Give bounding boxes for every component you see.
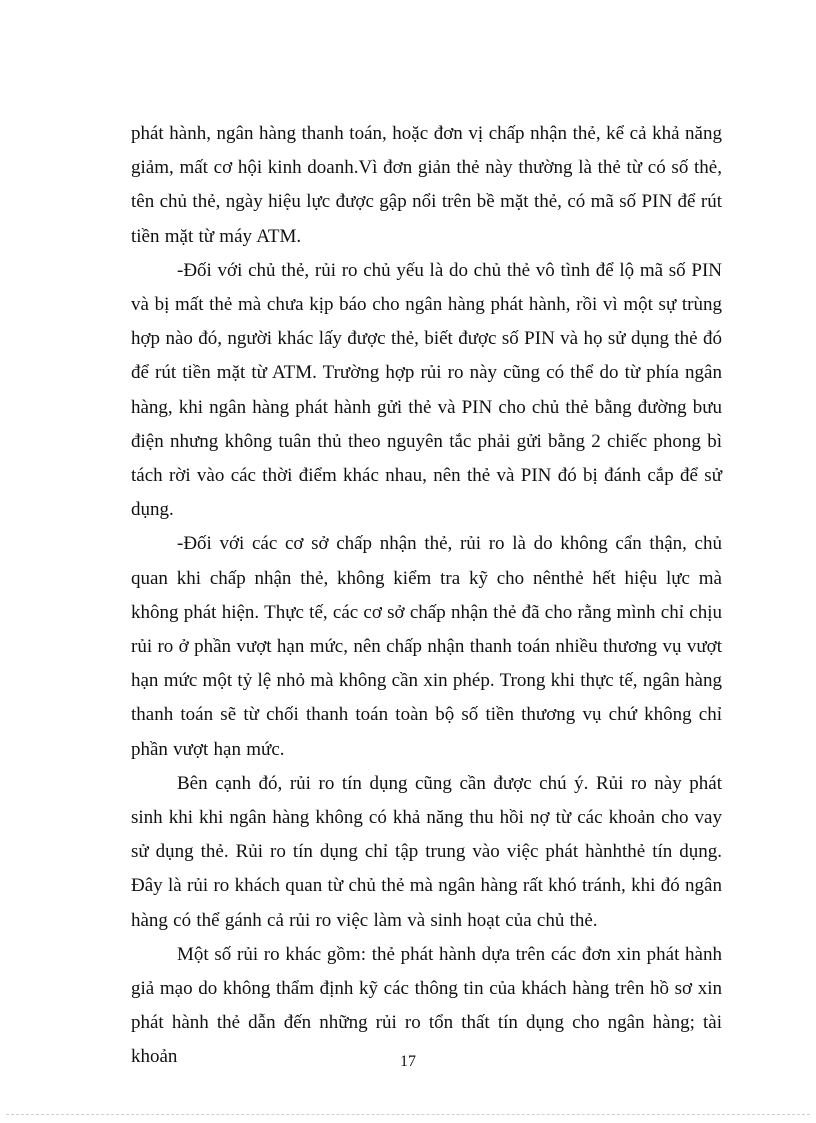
paragraph-credit-risk: Bên cạnh đó, rủi ro tín dụng cũng cần được chú ý. Rủi ro này phát sinh khi khi ngân hàng không có khả năng thu hồi nợ từ các khoản cho vay sử dụng thẻ. Rủi ro tín dụng chỉ tập trung vào việc phát hànhthẻ tín dụng. Đây là rủi ro khách quan từ chủ thẻ mà ngân hàng rất khó tránh, khi đó ngân hàng có thể gánh cả rủi ro việc làm và sinh hoạt của chủ thẻ. <box>131 772 722 931</box>
paragraph-other-risks: Một số rủi ro khác gồm: thẻ phát hành dựa trên các đơn xin phát hành giả mạo do không thẩm định kỹ các thông tin của khách hàng trên hồ sơ xin phát hành thẻ dẫn đến những rủi ro tổn thất tín dụng cho ngân hàng; tài khoản <box>131 943 722 1068</box>
paragraph-cardholder-risk: -Đối với chủ thẻ, rủi ro chủ yếu là do chủ thẻ vô tình để lộ mã số PIN và bị mất thẻ mà chưa kịp báo cho ngân hàng phát hành, rồi vì một sự trùng hợp nào đó, người khác lấy được thẻ, biết được số PIN và họ sử dụng thẻ đó để rút tiền mặt từ ATM. Trường hợp rủi ro này cũng có thể do từ phía ngân hàng, khi ngân hàng phát hành gửi thẻ và PIN cho chủ thẻ bằng đường bưu điện nhưng không tuân thủ theo nguyên tắc phải gửi bằng 2 chiếc phong bì tách rời vào các thời điểm khác nhau, nên thẻ và PIN đó bị đánh cắp để sử dụng. <box>131 259 722 521</box>
paragraph-continuation: phát hành, ngân hàng thanh toán, hoặc đơn vị chấp nhận thẻ, kể cả khả năng giảm, mất cơ hội kinh doanh.Vì đơn giản thẻ này thường là thẻ từ có số thẻ, tên chủ thẻ, ngày hiệu lực được gập nổi trên bề mặt thẻ, có mã số PIN để rút tiền mặt từ máy ATM. <box>131 123 722 247</box>
page-body-text <box>131 117 722 1075</box>
page-number: 17 <box>400 1053 416 1070</box>
paragraph-merchant-risk: -Đối với các cơ sở chấp nhận thẻ, rủi ro là do không cẩn thận, chủ quan khi chấp nhận thẻ, không kiểm tra kỹ cho nênthẻ hết hiệu lực mà không phát hiện. Thực tế, các cơ sở chấp nhận thẻ đã cho rằng mình chỉ chịu rủi ro ở phần vượt hạn mức, nên chấp nhận thanh toán nhiều thương vụ vượt hạn mức một tỷ lệ nhỏ mà không cần xin phép. Trong khi thực tế, ngân hàng thanh toán sẽ từ chối thanh toán toàn bộ số tiền thương vụ chứ không chỉ phần vượt hạn mức. <box>131 533 722 760</box>
page-bottom-divider <box>6 1114 810 1115</box>
